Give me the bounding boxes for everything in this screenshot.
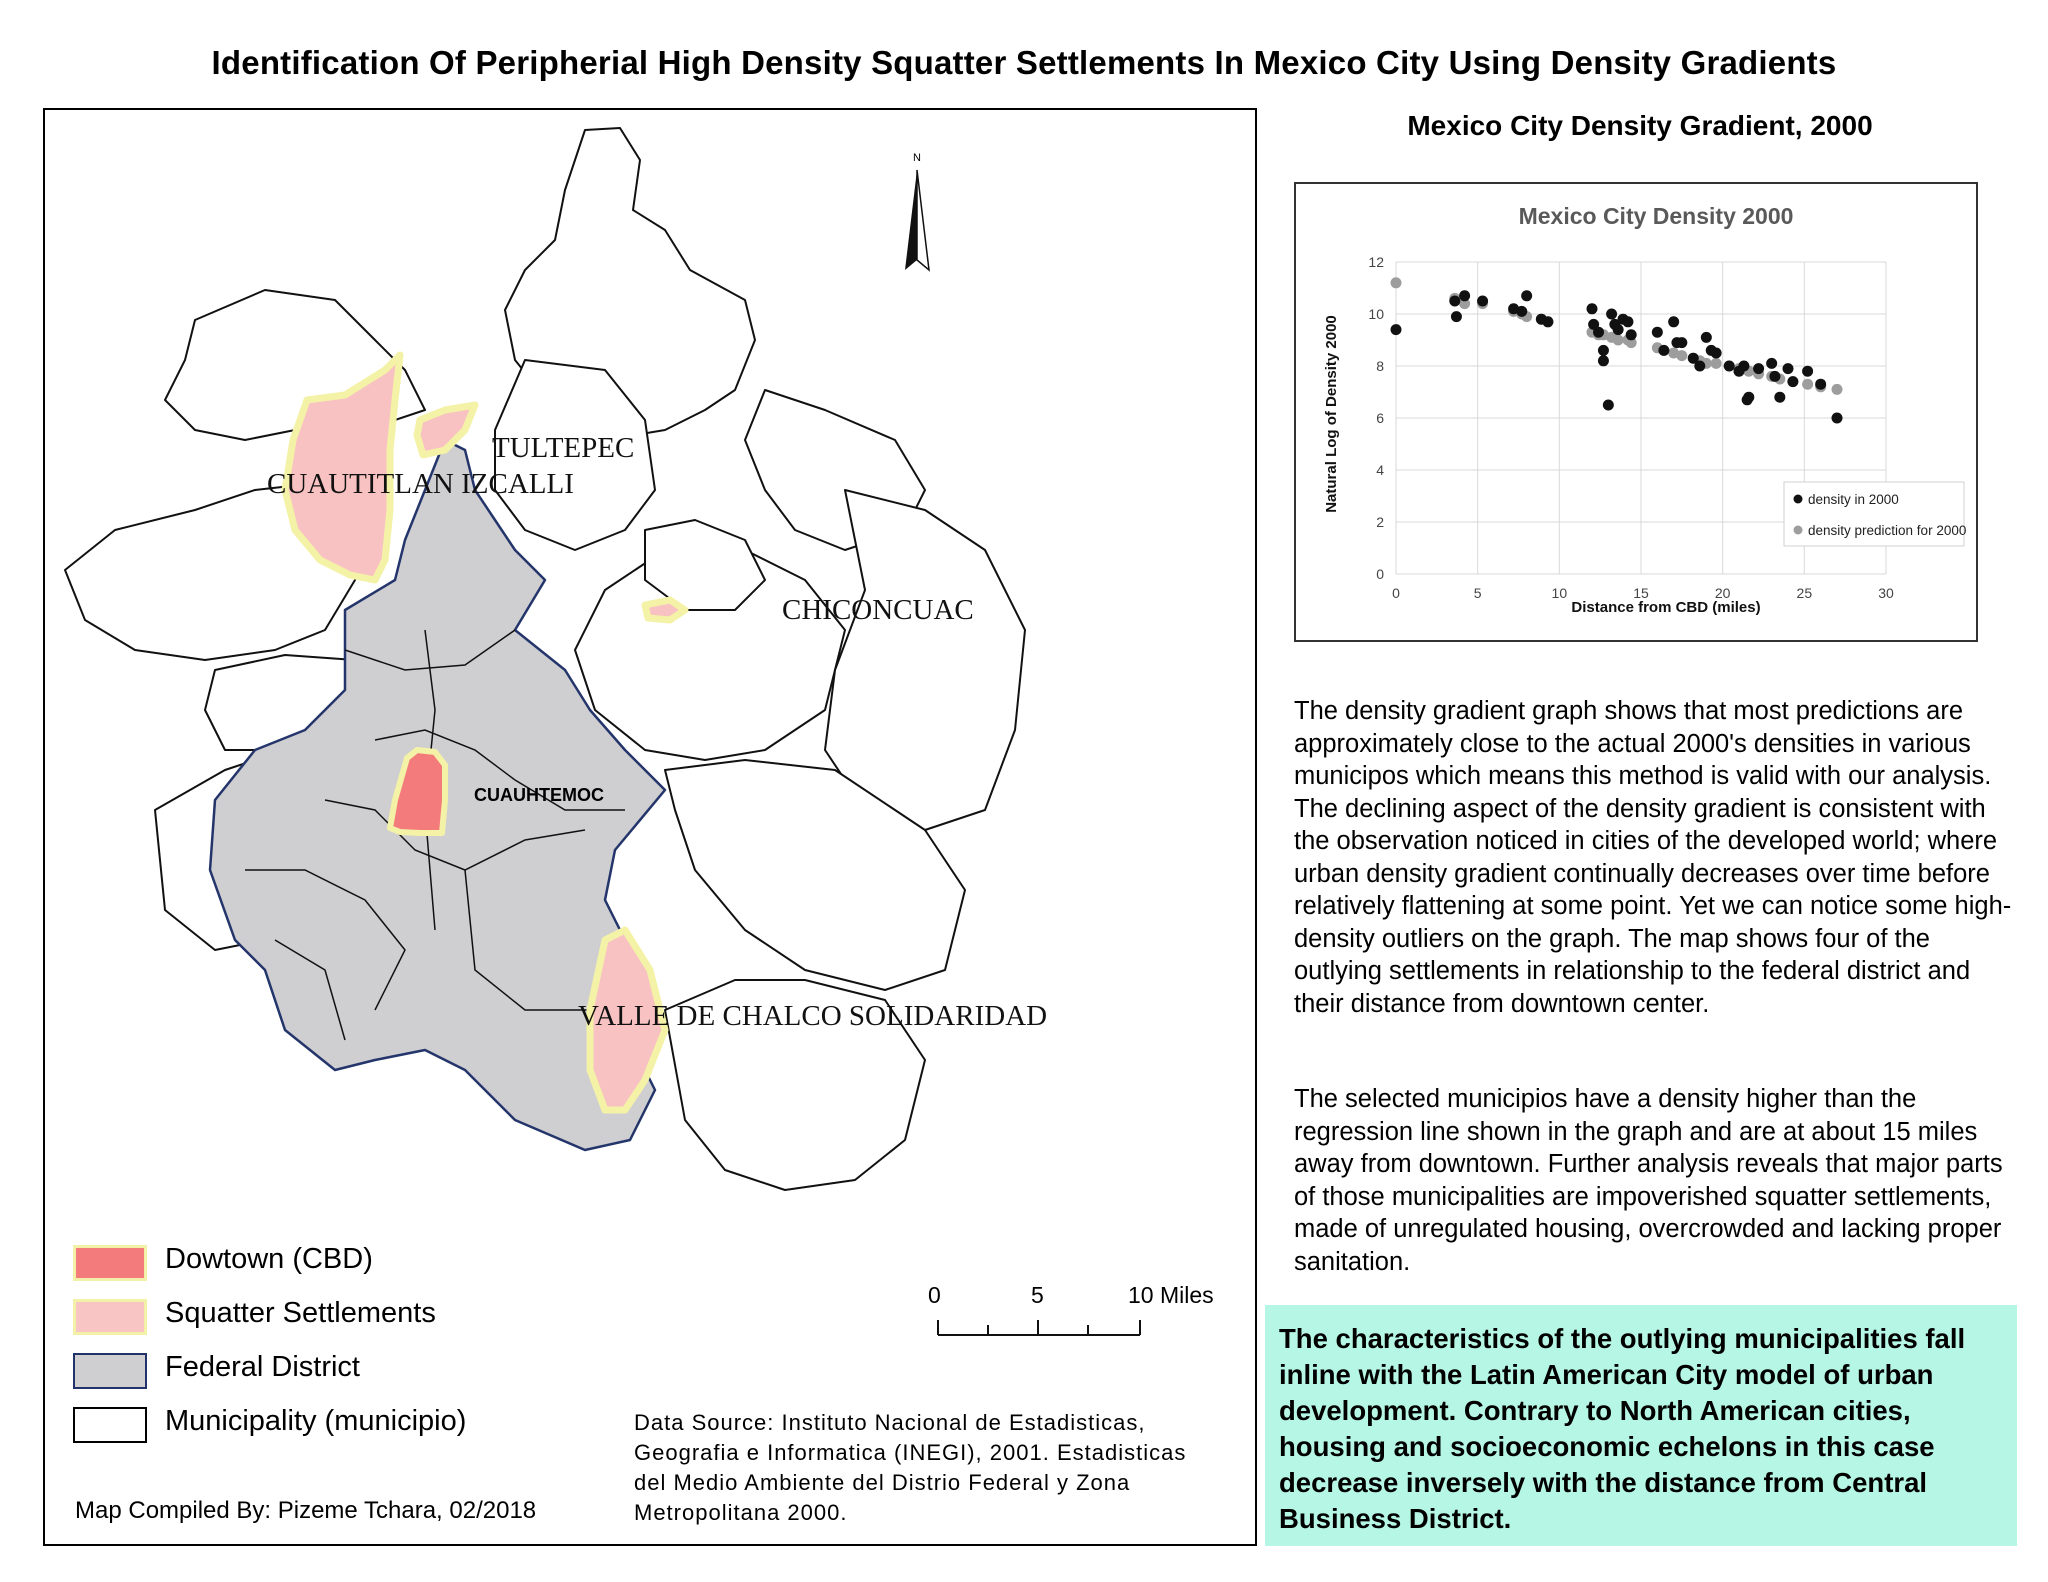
chart-point-density-2000 (1815, 379, 1826, 390)
chart-y-tick-label: 2 (1376, 514, 1384, 530)
chart-heading: Mexico City Density Gradient, 2000 (1407, 110, 1873, 141)
chart-x-tick-label: 20 (1714, 585, 1731, 601)
scale-label-0: 0 (928, 1282, 941, 1308)
chart-x-tick-label: 5 (1473, 585, 1482, 601)
chart-point-density-prediction (1802, 379, 1813, 390)
chart-point-density-2000 (1676, 337, 1687, 348)
legend-swatch-federal (73, 1353, 147, 1389)
chart-points (1391, 277, 1843, 423)
legend-swatch-downtown (73, 1245, 147, 1281)
label-tultepec: TULTEPEC (492, 432, 635, 464)
chart-x-tick-label: 0 (1392, 585, 1400, 601)
analysis-paragraph-1: The density gradient graph shows that most predictions are approximately close to the actual 2000's densities in various municipos which means this method is valid with our analysis. The declining aspect of the density gradient is consistent with the observation noticed in cities of the developed world; where urban density gradient continually decreases over time before relatively flattening at some point. Yet we can notice some high-density outliers on the graph. The map shows four of the outlying settlements in relationship to the federal district and their distance from downtown center. (1294, 697, 2012, 1018)
chart-y-tick-label: 4 (1376, 462, 1384, 478)
chart-point-density-2000 (1769, 371, 1780, 382)
chart-legend-label-density-2000: density in 2000 (1808, 492, 1899, 507)
chart-point-density-prediction (1832, 384, 1843, 395)
legend-swatch-municipality (73, 1407, 147, 1443)
legend-item-squatter (73, 1297, 436, 1335)
legend-swatch-squatter (73, 1299, 147, 1335)
chart-x-tick-label: 25 (1796, 585, 1813, 601)
label-cuauhtemoc: CUAUHTEMOC (474, 785, 604, 805)
chart-point-density-prediction (1711, 358, 1722, 369)
chart-point-density-2000 (1652, 327, 1663, 338)
legend-marker-density-2000 (1794, 495, 1803, 504)
chart-point-density-2000 (1738, 361, 1749, 372)
scale-label-5: 5 (1031, 1282, 1044, 1308)
legend-item-downtown (73, 1243, 373, 1281)
legend-label-squatter: Squatter Settlements (165, 1297, 436, 1329)
chart-point-density-2000 (1598, 355, 1609, 366)
scale-label-10-miles: 10 Miles (1128, 1282, 1214, 1308)
north-arrow-icon (905, 170, 929, 270)
chart-point-density-2000 (1766, 358, 1777, 369)
legend-item-municipality (73, 1405, 467, 1443)
chart-y-tick-label: 6 (1376, 410, 1384, 426)
chart-legend-label-density-prediction: density prediction for 2000 (1808, 523, 1967, 538)
chart-y-tick-label: 10 (1368, 306, 1384, 322)
chart-point-density-2000 (1613, 324, 1624, 335)
legend-label-federal: Federal District (165, 1351, 360, 1383)
chart-point-density-2000 (1742, 394, 1753, 405)
chart-point-density-2000 (1694, 361, 1705, 372)
legend-label-downtown: Dowtown (CBD) (165, 1243, 373, 1275)
chart-point-density-2000 (1459, 290, 1470, 301)
chart-container (1294, 182, 1978, 642)
chart-point-density-2000 (1753, 363, 1764, 374)
chart-title: Mexico City Density 2000 (1518, 203, 1794, 229)
chart-point-density-2000 (1711, 348, 1722, 359)
chart-point-density-2000 (1391, 324, 1402, 335)
chart-point-density-prediction (1391, 277, 1402, 288)
chart-point-density-2000 (1606, 309, 1617, 320)
conclusion-box: The characteristics of the outlying municipalities fall inline with the Latin American City model of urban development. Contrary to North American cities, housing and socioeconomic echelons in this case decrease inversely with the distance from Central Business District. (1265, 1305, 2017, 1546)
chart-point-density-2000 (1598, 345, 1609, 356)
north-label: N (913, 152, 921, 164)
chart-point-density-2000 (1832, 413, 1843, 424)
data-source-line: Metropolitana 2000. (634, 1500, 848, 1525)
analysis-paragraph-2: The selected municipios have a density higher than the regression line shown in the graph and are at about 15 miles away from downtown. Further analysis reveals that major parts of those municipalities are impoverished squatter settlements, made of unregulated housing, overcrowded and lacking proper sanitation. (1294, 1085, 2003, 1276)
chart-point-density-2000 (1477, 296, 1488, 307)
label-valle-de-chalco: VALLE DE CHALCO SOLIDARIDAD (578, 1000, 1048, 1032)
chart-point-density-2000 (1701, 332, 1712, 343)
chart-point-density-prediction (1676, 350, 1687, 361)
chart-x-tick-label: 15 (1633, 585, 1649, 601)
chart-point-density-2000 (1451, 311, 1462, 322)
legend-label-municipality: Municipality (municipio) (165, 1405, 467, 1437)
chart-y-ticks (1368, 254, 1384, 582)
label-cuautitlan-izcalli: CUAUTITLAN IZCALLI (267, 468, 574, 500)
chart-y-axis-label: Natural Log of Density 2000 (1323, 315, 1340, 513)
chart-point-density-2000 (1593, 327, 1604, 338)
label-chiconcuac: CHICONCUAC (782, 594, 974, 626)
chart-point-density-2000 (1626, 329, 1637, 340)
chart-y-tick-label: 12 (1368, 254, 1384, 270)
data-source-line: Geografia e Informatica (INEGI), 2001. Estadisticas (634, 1440, 1187, 1465)
chart-point-density-2000 (1783, 363, 1794, 374)
chart-legend (1784, 482, 1966, 546)
chart-point-density-prediction (1613, 335, 1624, 346)
legend-marker-density-prediction (1794, 526, 1803, 535)
chart-point-density-2000 (1802, 366, 1813, 377)
data-source-line: del Medio Ambiente del Distrio Federal y Zona (634, 1470, 1131, 1495)
chart-point-density-2000 (1724, 361, 1735, 372)
map-credit: Map Compiled By: Pizeme Tchara, 02/2018 (75, 1497, 537, 1524)
scale-bar (938, 1320, 1140, 1335)
chart-point-density-2000 (1774, 392, 1785, 403)
chart-point-density-2000 (1603, 400, 1614, 411)
chart-point-density-2000 (1787, 376, 1798, 387)
squatter-tultepec (417, 405, 475, 455)
chart-point-density-2000 (1668, 316, 1679, 327)
chart-x-tick-label: 30 (1878, 585, 1894, 601)
density-scatter-chart[interactable] (1296, 184, 1976, 640)
municipality-far-east (825, 490, 1025, 830)
chart-point-density-2000 (1521, 290, 1532, 301)
chart-x-axis-label: Distance from CBD (miles) (1571, 599, 1761, 616)
legend-item-federal (73, 1351, 360, 1389)
chart-x-tick-label: 10 (1551, 585, 1568, 601)
chart-y-tick-label: 8 (1376, 358, 1384, 374)
chart-point-density-2000 (1516, 306, 1527, 317)
chart-point-density-2000 (1622, 316, 1633, 327)
data-source-line: Data Source: Instituto Nacional de Estadisticas, (634, 1410, 1146, 1435)
chart-point-density-2000 (1449, 296, 1460, 307)
chart-y-tick-label: 0 (1376, 566, 1384, 582)
main-title: Identification Of Peripherial High Density Squatter Settlements In Mexico City Using Density Gradients (211, 44, 1837, 81)
chart-point-density-2000 (1587, 303, 1598, 314)
chart-point-density-2000 (1658, 345, 1669, 356)
data-source (634, 1408, 1186, 1528)
chart-point-density-2000 (1542, 316, 1553, 327)
squatter-chiconcuac (645, 600, 685, 620)
